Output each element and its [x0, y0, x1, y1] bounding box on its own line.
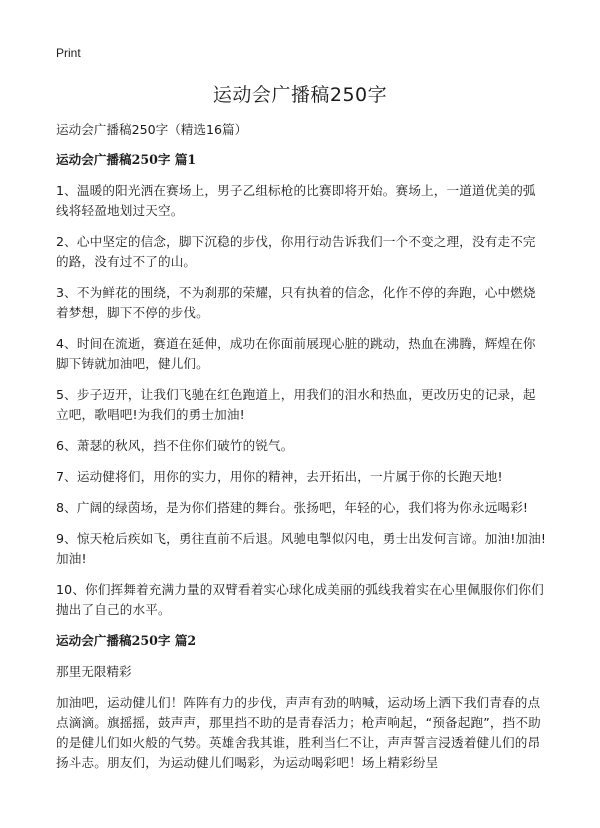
list-item: 6、萧瑟的秋风，挡不住你们破竹的锐气。 [56, 438, 294, 453]
intro-line: 运动会广播稿250字（精选16篇） [56, 122, 248, 137]
list-item: 9、惊天枪后疾如飞，勇往直前不后退。风驰电掣似闪电，勇士出发何言谛。加油!加油!加油! [56, 531, 547, 566]
list-item: 8、广阔的绿茵场，是为你们搭建的舞台。张扬吧，年轻的心，我们将为你永远喝彩! [56, 500, 529, 515]
list-item: 5、步子迈开，让我们飞驰在红色跑道上，用我们的泪水和热血，更改历史的记录，起立吧，歌唱吧!为我们的勇士加油! [56, 387, 536, 422]
document-body [56, 120, 548, 773]
section-heading-1: 运动会广播稿250字 篇1 [56, 152, 197, 167]
list-item: 2、心中坚定的信念，脚下沉稳的步伐，你用行动告诉我们一个不变之理，没有走不完的路，没有过不了的山。 [56, 234, 536, 269]
list-item: 1、温暖的阳光洒在赛场上，男子乙组标枪的比赛即将开始。赛场上，一道道优美的弧线将轻盈地划过天空。 [56, 183, 536, 218]
list-item: 10、你们挥舞着充满力量的双臂看着实心球化成美丽的弧线我着实在心里佩服你们你们抛出了自己的水平。 [56, 582, 544, 617]
print-link[interactable]: Print [56, 46, 81, 60]
page-title: 运动会广播稿250字 [212, 84, 388, 106]
section-paragraph: 加油吧，运动健儿们！阵阵有力的步伐，声声有劲的呐喊，运动场上洒下我们青春的点点滴滴。旗摇摇，鼓声声，那里挡不助的是青春活力；枪声响起，“预备起跑”，挡不助的是健儿们如火般的气势。英雄舍我其谁，胜利当仁不让，声声誓言浸透着健儿们的昂扬斗志。朋友们，为运动健儿们喝彩，为运动喝彩吧！场上精彩纷呈 [56, 695, 541, 770]
section-heading-2: 运动会广播稿250字 篇2 [56, 633, 197, 648]
list-item: 7、运动健将们，用你的实力，用你的精神，去开拓出，一片属于你的长跑天地! [56, 469, 503, 484]
list-item: 3、不为鲜花的围绕，不为刹那的荣耀，只有执着的信念，化作不停的奔跑，心中燃烧着梦想，脚下不停的步伐。 [56, 285, 536, 320]
list-item: 4、时间在流逝，赛道在延伸，成功在你面前展现心脏的跳动，热血在沸腾，辉煌在你脚下铸就加油吧，健儿们。 [56, 336, 536, 371]
section-subtitle: 那里无限精彩 [56, 664, 132, 679]
